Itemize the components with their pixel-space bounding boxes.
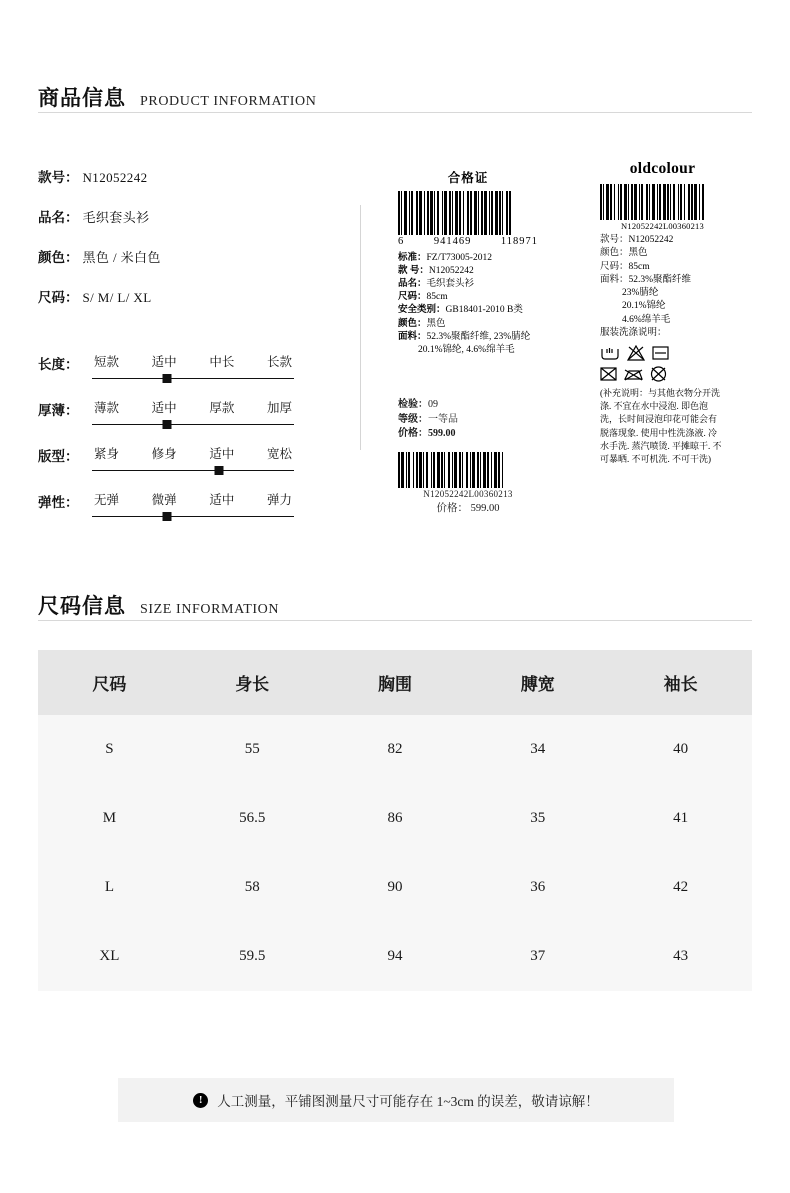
slider-option[interactable]: 适中 [209, 447, 235, 461]
slider-option[interactable]: 微弹 [151, 493, 177, 507]
cell-shoulder: 35 [466, 784, 609, 853]
slider-option[interactable]: 加厚 [266, 401, 292, 415]
cert-line-value: 20.1%锦纶, 4.6%绵羊毛 [418, 344, 515, 355]
cell-size: M [38, 784, 181, 853]
cert-line-label: 安全类别： [398, 305, 446, 316]
table-row [38, 784, 752, 853]
size-table [38, 650, 752, 991]
cell-sleeve: 42 [609, 853, 752, 922]
slider-option[interactable]: 长款 [266, 355, 292, 369]
spec-value: N12052242 [82, 170, 148, 185]
cell-bust: 86 [324, 784, 467, 853]
cert-line-label: 标准： [398, 253, 427, 263]
cert-line-label: 检验： [398, 399, 428, 410]
product-info-divider [38, 112, 752, 113]
care-line: 20.1%锦纶 [622, 301, 666, 312]
table-row [38, 715, 752, 784]
care-barcode-text: N12052242L00360213 [621, 221, 704, 231]
slider-label: 长度： [38, 357, 79, 372]
barcode-code-text: N12052242L00360213 [423, 489, 513, 499]
slider-label: 厚薄： [38, 403, 79, 418]
slider-option[interactable]: 薄款 [94, 401, 120, 415]
cert-line [398, 278, 538, 291]
no-dry-clean-icon [650, 366, 667, 382]
cell-length: 59.5 [181, 922, 324, 991]
care-note: (补充说明：与其他衣物分开洗涤. 不宜在水中浸泡. 即色泡洗，长时间浸泡印花可能会有脱落现象. 使用中性洗涤液. 冷水手洗. 蒸汽喷烫. 平摊晾干. 不可暴晒. 不可机洗. 不可干洗) [600, 388, 722, 464]
slider-knob[interactable] [162, 420, 171, 429]
size-info-title-en: SIZE INFORMATION [140, 602, 280, 617]
cert-line-label: 款 号： [398, 266, 429, 277]
product-info-title-en: PRODUCT INFORMATION [140, 94, 317, 109]
slider-knob[interactable] [215, 466, 224, 475]
exclamation-icon: ! [193, 1093, 208, 1108]
cert-line [398, 265, 538, 278]
slider-fit [38, 444, 338, 471]
cell-bust: 94 [324, 922, 467, 991]
cert-line-value: 09 [428, 399, 438, 410]
slider-label: 版型： [38, 449, 79, 464]
slider-length [38, 352, 338, 379]
cell-sleeve: 41 [609, 784, 752, 853]
hand-wash-icon [600, 345, 620, 361]
care-line: 面料：52.3%聚酯纤维 [600, 274, 692, 285]
cert-line-value: 52.3%聚酯纤维, 23%腈纶 [426, 331, 531, 342]
cell-sleeve: 43 [609, 922, 752, 991]
spec-label: 品名： [38, 210, 79, 225]
care-line: 23%腈纶 [622, 288, 659, 299]
care-line: 4.6%绵羊毛 [622, 314, 671, 325]
slider-option[interactable]: 紧身 [94, 447, 120, 461]
certificate-bottom [398, 398, 538, 442]
slider-option[interactable]: 修身 [151, 447, 177, 461]
cert-line [398, 304, 538, 317]
product-info-title-cn: 商品信息 [38, 86, 126, 110]
spec-label: 款号： [38, 170, 79, 185]
slider-option[interactable]: 适中 [151, 401, 177, 415]
certificate-barcode-2 [398, 452, 538, 515]
table-row [38, 853, 752, 922]
cert-line-value: 85cm [426, 292, 448, 303]
column-header-bust: 胸围 [324, 650, 467, 715]
slider-option[interactable]: 适中 [209, 493, 235, 507]
care-details [600, 234, 725, 340]
attribute-sliders [38, 352, 338, 536]
cert-line-label: 尺码： [398, 292, 427, 303]
cell-shoulder: 37 [466, 922, 609, 991]
cert-line-value: N12052242 [428, 266, 474, 277]
notice-text: 人工测量，平铺图测量尺寸可能存在 1~3cm 的误差，敬请谅解！ [217, 1094, 599, 1109]
cert-inspect [398, 398, 538, 413]
cell-bust: 82 [324, 715, 467, 784]
slider-option[interactable]: 无弹 [94, 493, 120, 507]
slider-option[interactable]: 短款 [94, 355, 120, 369]
spec-label: 尺码： [38, 290, 79, 305]
spec-list [38, 166, 338, 326]
cert-line-label: 价格： [398, 428, 428, 439]
certificate-tag [398, 168, 538, 357]
cert-line-value: 毛织套头衫 [426, 279, 475, 290]
cert-line-value: 599.00 [428, 428, 456, 439]
size-info-divider [38, 620, 752, 621]
slider-body[interactable] [92, 490, 294, 517]
measurement-notice [118, 1078, 674, 1122]
cert-line [398, 318, 538, 331]
barcode-code128 [398, 452, 538, 488]
cell-size: L [38, 853, 181, 922]
care-symbol-group [600, 345, 725, 382]
slider-option[interactable]: 中长 [209, 355, 235, 369]
cert-grade [398, 413, 538, 428]
slider-option[interactable]: 弹力 [266, 493, 292, 507]
barcode-digit-group: 6 [398, 236, 405, 247]
column-header-length: 身长 [181, 650, 324, 715]
size-info-title-cn: 尺码信息 [38, 594, 126, 618]
brand-name: oldcolour [629, 160, 696, 177]
cert-line-label: 颜色： [398, 318, 427, 329]
cell-length: 58 [181, 853, 324, 922]
certificate-title: 合格证 [447, 171, 489, 185]
barcode-digits [398, 236, 538, 247]
spec-value: S/ M/ L/ XL [82, 290, 152, 305]
no-iron-icon [624, 366, 643, 382]
slider-track[interactable] [92, 516, 294, 517]
flat-dry-icon [652, 345, 669, 361]
spec-value: 黑色 / 米白色 [82, 250, 161, 265]
slider-knob[interactable] [162, 512, 171, 521]
column-header-shoulder: 膊宽 [466, 650, 609, 715]
cert-line-label: 面料： [398, 331, 427, 342]
slider-track[interactable] [92, 424, 294, 425]
cert-line-label: 品名： [398, 279, 427, 290]
slider-body[interactable] [92, 352, 294, 379]
cert-price [398, 427, 538, 442]
product-info-header [38, 82, 316, 112]
cell-shoulder: 34 [466, 715, 609, 784]
cell-size: XL [38, 922, 181, 991]
size-info-header [38, 590, 279, 620]
spec-label: 颜色： [38, 250, 79, 265]
barcode-digit-group: 941469 [433, 236, 472, 247]
cert-line-label: 等级： [398, 413, 428, 425]
no-tumble-dry-icon [600, 366, 617, 382]
cert-line-value: FZ/T73005-2012 [426, 253, 492, 263]
cert-line [398, 344, 538, 357]
slider-body[interactable] [92, 444, 294, 471]
table-row [38, 922, 752, 991]
slider-elasticity [38, 490, 338, 517]
slider-thickness [38, 398, 338, 425]
cert-line-value: 一等品 [428, 413, 458, 425]
spec-row-color [38, 246, 338, 266]
slider-track[interactable] [92, 378, 294, 379]
no-bleach-icon [627, 345, 645, 361]
cell-length: 55 [181, 715, 324, 784]
cell-sleeve: 40 [609, 715, 752, 784]
cert-line [398, 252, 538, 265]
barcode-digit-group: 118971 [500, 236, 538, 247]
cert-line [398, 331, 538, 344]
column-header-sleeve: 袖长 [609, 650, 752, 715]
barcode-price-text: 价格： 599.00 [436, 503, 500, 514]
slider-option[interactable]: 宽松 [266, 447, 292, 461]
care-line: 颜色：黑色 [600, 248, 648, 259]
spec-row-size [38, 286, 338, 306]
spec-value: 毛织套头衫 [82, 210, 150, 225]
cert-line-value: GB18401-2010 B类 [445, 305, 523, 316]
spec-row-style-no [38, 166, 338, 186]
column-header-size: 尺码 [38, 650, 181, 715]
vertical-divider [360, 205, 361, 450]
cell-size: S [38, 715, 181, 784]
cert-line-value: 黑色 [426, 318, 446, 329]
slider-label: 弹性： [38, 495, 79, 510]
slider-knob[interactable] [162, 374, 171, 383]
cell-bust: 90 [324, 853, 467, 922]
cert-line [398, 291, 538, 304]
slider-option[interactable]: 厚款 [209, 401, 235, 415]
cell-shoulder: 36 [466, 853, 609, 922]
slider-body[interactable] [92, 398, 294, 425]
slider-option[interactable]: 适中 [151, 355, 177, 369]
table-header-row [38, 650, 752, 715]
care-line: 款号：N12052242 [600, 235, 674, 245]
barcode-ean13 [398, 191, 538, 235]
care-line: 尺码：85cm [600, 261, 650, 272]
cell-length: 56.5 [181, 784, 324, 853]
care-label [600, 160, 725, 466]
slider-track[interactable] [92, 470, 294, 471]
care-barcode [600, 184, 725, 220]
care-line: 服装洗涤说明： [600, 328, 667, 339]
spec-row-name [38, 206, 338, 226]
certificate-details [398, 252, 538, 357]
